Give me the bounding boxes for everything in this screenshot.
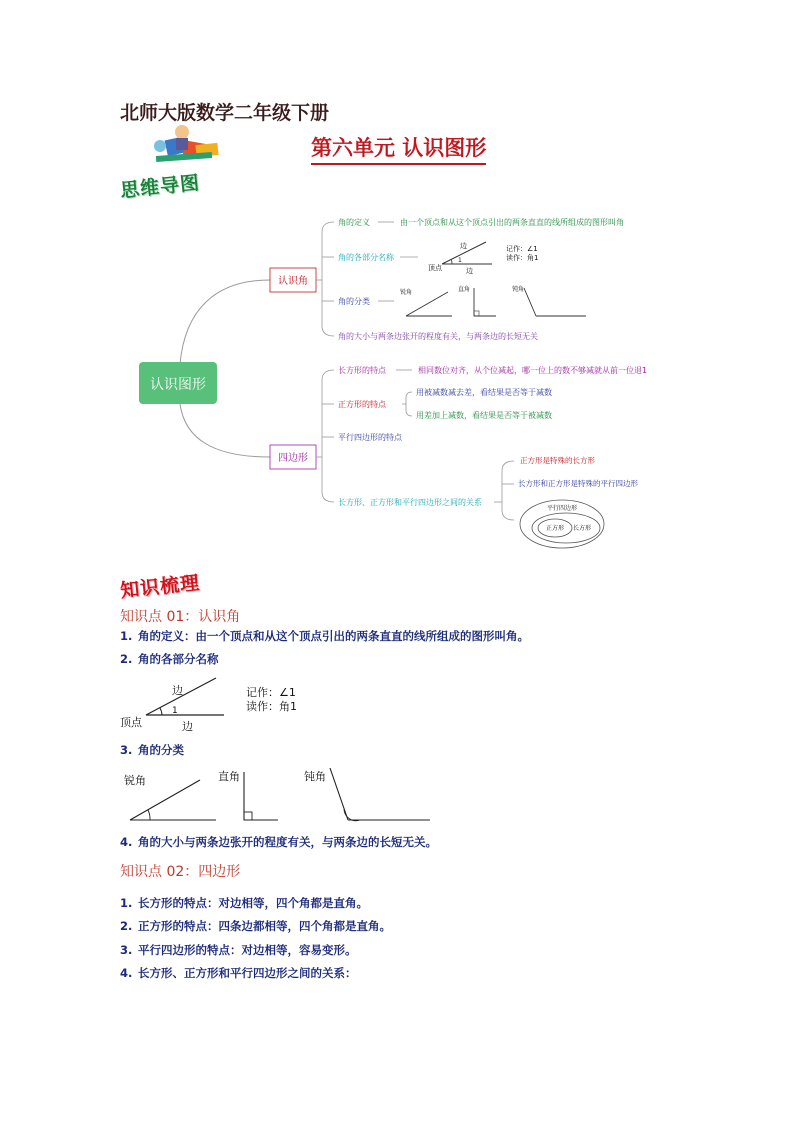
kp2-item-2 <box>120 918 391 934</box>
kp2-item-2-num: 2. <box>120 919 133 933</box>
kp2-item-2-text: 正方形的特点：四条边都相等，四个角都是直角。 <box>138 919 391 933</box>
mindmap-venn-outer-label: 平行四边形 <box>546 505 578 512</box>
kp1-item-4-num: 4. <box>120 835 133 849</box>
mindmap-parts-reading: 读作：角1 <box>506 254 539 262</box>
mindmap-square-label: 正方形的特点 <box>338 400 386 409</box>
kp1-item-2 <box>120 651 219 667</box>
kp2-item-1-text: 长方形的特点：对边相等，四个角都是直角。 <box>138 896 368 910</box>
mindmap-branch-angle-label: 认识角 <box>278 276 308 287</box>
kp2-item-4-text: 长方形、正方形和平行四边形之间的关系： <box>138 966 357 980</box>
kp2-item-3-text: 平行四边形的特点：对边相等，容易变形。 <box>138 943 357 957</box>
mindmap-def-label: 角的定义 <box>338 218 370 227</box>
angle-parts-reading: 读作：角1 <box>246 700 297 713</box>
angle-type-acute-label: 锐角 <box>124 774 146 787</box>
angle-type-right-label: 直角 <box>218 770 240 783</box>
unit-title: 第六单元 认识图形 <box>311 132 486 165</box>
kp2-item-1 <box>120 895 368 911</box>
kp2-item-1-num: 1. <box>120 896 133 910</box>
angle-parts-one: 1 <box>172 706 178 716</box>
mindmap-types-label: 角的分类 <box>338 297 370 306</box>
kp2-item-4 <box>120 965 357 981</box>
mindmap-para-label: 平行四边形的特点 <box>338 433 402 442</box>
mindmap-parts-one: 1 <box>458 257 462 264</box>
mindmap-type-obtuse-label: 钝角 <box>512 286 525 293</box>
mindmap-def-text: 由一个顶点和从这个顶点引出的两条直直的线所组成的图形叫角 <box>400 218 624 227</box>
kp1-item-3 <box>120 742 184 758</box>
angle-type-obtuse-label: 钝角 <box>304 770 326 783</box>
mindmap-heading: 思维导图 <box>119 171 202 203</box>
knowledge-heading: 知识梳理 <box>119 571 202 603</box>
angle-parts-vertex: 顶点 <box>120 716 142 729</box>
angle-parts-side-top: 边 <box>172 684 183 697</box>
mindmap-venn-square-label: 正方形 <box>545 525 565 532</box>
mindmap-size-text: 角的大小与两条边张开的程度有关，与两条边的长短无关 <box>338 332 538 341</box>
mindmap-parts-side-bottom: 边 <box>466 267 473 275</box>
book-title: 北师大版数学二年级下册 <box>120 102 330 124</box>
header-illustration <box>148 124 224 168</box>
mindmap-rect-label: 长方形的特点 <box>338 366 386 375</box>
kp1-item-2-text: 角的各部分名称 <box>138 652 219 666</box>
mindmap-parts-notation: 记作：∠1 <box>506 245 538 253</box>
kp2-title: 知识点 02：四边形 <box>120 864 241 880</box>
mindmap-relation-label: 长方形、正方形和平行四边形之间的关系 <box>338 498 482 507</box>
angle-types-figure <box>118 762 438 826</box>
mindmap-branch-quad-label: 四边形 <box>278 453 308 464</box>
kp2-item-3-num: 3. <box>120 943 133 957</box>
kp1-item-1-text: 角的定义：由一个顶点和从这个顶点引出的两条直直的线所组成的图形叫角。 <box>138 629 529 643</box>
kp1-item-2-num: 2. <box>120 652 133 666</box>
kp1-title: 知识点 01：认识角 <box>120 609 241 625</box>
kp1-item-3-text: 角的分类 <box>138 743 184 757</box>
angle-parts-notation: 记作：∠1 <box>246 686 296 699</box>
kp2-item-4-num: 4. <box>120 966 133 980</box>
angle-parts-side-bottom: 边 <box>182 720 193 733</box>
mindmap-parts-label: 角的各部分名称 <box>338 253 394 262</box>
mindmap-rect-text: 相同数位对齐，从个位减起，哪一位上的数不够减就从前一位退1 <box>418 366 648 375</box>
mindmap-relation-text1: 正方形是特殊的长方形 <box>520 456 595 465</box>
kp1-item-1-num: 1. <box>120 629 133 643</box>
mindmap-venn-rect-label: 长方形 <box>572 525 592 532</box>
mindmap-type-acute-label: 锐角 <box>400 289 413 296</box>
mindmap-type-right-label: 直角 <box>458 286 471 293</box>
mindmap-parts-vertex: 顶点 <box>428 264 442 272</box>
angle-parts-figure <box>118 672 318 736</box>
mindmap <box>0 200 794 560</box>
kp2-item-3 <box>120 942 357 958</box>
mindmap-square-text2: 用差加上减数，看结果是否等于被减数 <box>416 411 552 420</box>
mindmap-square-text1: 用被减数减去差，看结果是否等于减数 <box>416 388 552 397</box>
kp1-item-4 <box>120 834 437 850</box>
mindmap-parts-side-top: 边 <box>460 242 467 250</box>
mindmap-relation-text2: 长方形和正方形是特殊的平行四边形 <box>518 479 638 488</box>
kp1-item-3-num: 3. <box>120 743 133 757</box>
kp1-item-1 <box>120 628 529 644</box>
kp1-item-4-text: 角的大小与两条边张开的程度有关，与两条边的长短无关。 <box>138 835 437 849</box>
mindmap-root-label: 认识图形 <box>150 377 206 393</box>
